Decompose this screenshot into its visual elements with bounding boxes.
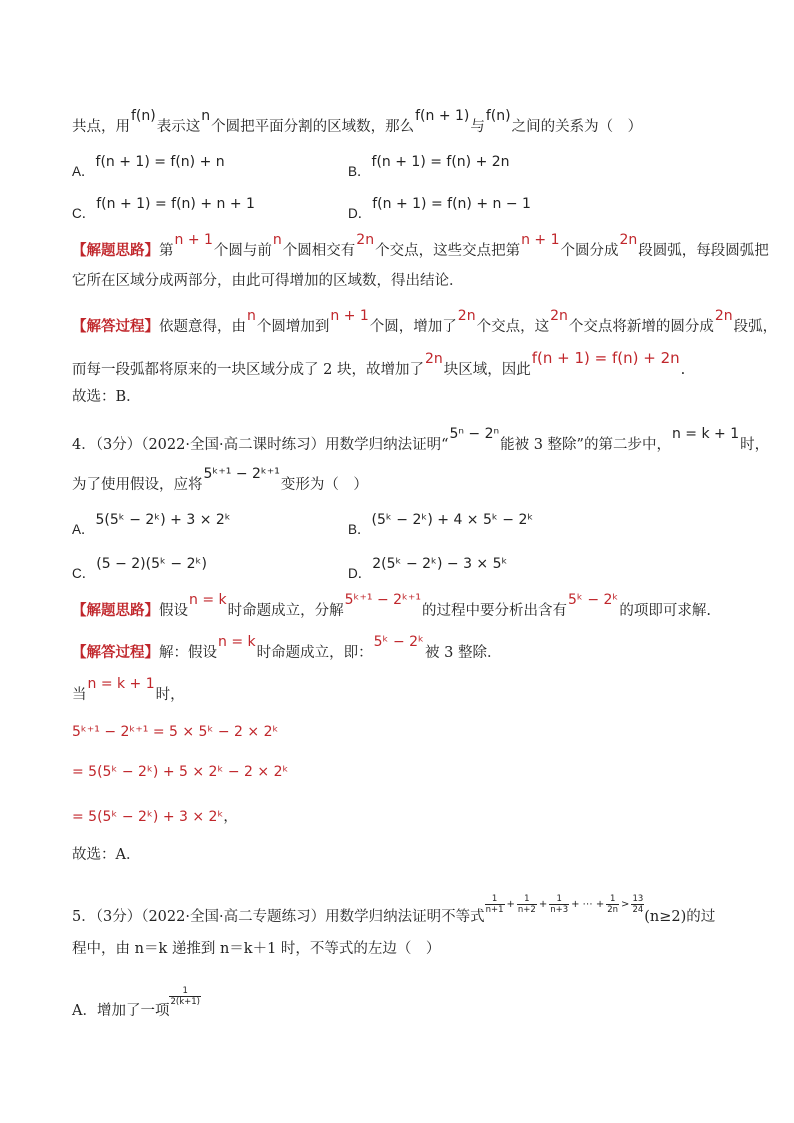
math: 5ᵏ⁺¹ − 2ᵏ⁺¹ [344,592,421,608]
text: 个圆分成 [560,243,619,259]
math: n = k [189,592,227,608]
math: n + 1 [174,232,213,248]
math: n [272,232,282,248]
step-end: ， [223,809,238,825]
q4-answer: 故选：A． [72,847,141,863]
plus: + [506,899,515,910]
choice-label: B． [348,522,371,537]
math: 2n [424,351,443,367]
math: n = k + 1 [87,676,155,692]
text: 被 3 整除． [425,645,502,661]
choice-label: A． [72,522,95,537]
math: 5ᵏ⁺¹ − 2ᵏ⁺¹ [203,466,280,482]
math: 2n [714,308,733,324]
q4-stem-line1 [72,426,770,456]
fraction [606,894,619,915]
q4-stem-line2 [72,466,734,496]
text: 个圆把平面分割的区域数，那么 [211,119,415,135]
text: 表示这 [156,119,201,135]
math: n + 1 [521,232,560,248]
q3-answer: 故选：B． [72,389,141,405]
q4-step-1: 5ᵏ⁺¹ − 2ᵏ⁺¹ = 5 × 5ᵏ − 2 × 2ᵏ [72,724,279,740]
q5-inequality [485,893,645,915]
q4-thinking [72,592,734,622]
q3-choice-a [72,150,226,179]
text: 为了使用假设，应将 [72,477,203,493]
choice-label: B． [348,164,371,179]
numerator: 1 [517,894,537,905]
denominator: n+3 [550,904,569,915]
q3-choice-c [72,192,256,221]
choice-label: A．增加了一项 [72,1003,170,1019]
numerator: 13 [632,893,644,904]
text: 个圆相交有 [282,243,356,259]
text: 个圆与前 [213,243,272,259]
math-fn: f(n) [485,108,511,124]
denominator: 2n [607,904,619,915]
numerator: 1 [606,894,619,905]
choice-expr: f(n + 1) = f(n) + n + 1 [96,196,255,212]
choice-label: D． [348,566,372,581]
fraction [517,894,537,915]
text: 共点，用 [72,119,130,135]
q3-thinking-line2: 它所在区域分成两部分，由此可得增加的区域数，得出结论． [72,273,464,289]
text: 依题意得，由 [159,319,246,335]
math: 2n [356,232,375,248]
math-n: n [201,108,211,124]
math-fn: f(n) [131,108,156,124]
q3-process-line2 [72,349,734,381]
q4-choice-c [72,552,208,581]
math-fn1: f(n + 1) [415,108,470,124]
choice-label: D． [348,206,372,221]
choice-expr: 2(5ᵏ − 2ᵏ) − 3 × 5ᵏ [372,556,508,572]
text: 时， [155,687,185,703]
text: 时命题成立，分解 [227,603,344,619]
choice-expr: (5 − 2)(5ᵏ − 2ᵏ) [96,556,207,572]
fraction [169,986,201,1007]
process-tag: 【解答过程】 [72,644,159,661]
q4-choice-d [348,552,509,581]
choice-expr: f(n + 1) = f(n) + 2n [371,154,510,170]
choice-label: C． [72,566,96,581]
q4-process [72,634,734,664]
text: 假设 [159,603,188,619]
math: n [247,308,256,324]
numerator: 1 [169,986,201,997]
math: 2n [457,308,476,324]
process-tag: 【解答过程】 [72,318,159,335]
math: 2n [550,308,568,324]
q4-choice-b [348,508,534,537]
q4-choice-a [72,508,232,537]
text: (n≥2)的过 [644,909,716,925]
q3-choice-d [348,192,532,221]
greater-than: > [621,899,630,910]
ellipsis: + ⋯ + [571,899,605,910]
choice-expr: f(n + 1) = f(n) + n − 1 [372,196,531,212]
text: 解：假设 [159,645,217,661]
fraction [549,894,569,915]
math: n = k [218,634,256,650]
text: 的项即可求解. [619,603,711,619]
text: 变形为（ ） [280,477,368,493]
thinking-tag: 【解题思路】 [72,602,159,619]
q3-choice-b [348,150,511,179]
text: 段圆弧，每段圆弧把 [638,243,769,259]
text: . [680,362,686,378]
text: 4．（3分）（2022·全国·高二课时练习）用数学归纳法证明“ [72,437,449,453]
math: 5ᵏ − 2ᵏ [568,592,619,608]
text: 个圆增加到 [256,319,330,335]
text: 个交点，这 [476,319,550,335]
text: 段弧， [733,319,778,335]
choice-expr: 5(5ᵏ − 2ᵏ) + 3 × 2ᵏ [95,512,231,528]
text: 块区域，因此 [443,362,531,378]
fraction [485,894,505,915]
denominator: 24 [632,904,644,915]
text: 个交点，这些交点把第 [375,243,521,259]
fraction [631,894,644,915]
choice-expr: f(n + 1) = f(n) + n [95,154,225,170]
plus: + [538,899,548,910]
math: n + 1 [330,308,369,324]
text: 当 [72,687,87,703]
text: 的过程中要分析出含有 [422,603,567,619]
text: 与 [470,119,485,135]
denominator: 2(k+1) [170,996,200,1007]
q4-step-3 [72,806,237,826]
q3-process-line1 [72,308,778,338]
math: n = k + 1 [671,426,740,442]
choice-label: C． [72,206,96,221]
q4-step-2: = 5(5ᵏ − 2ᵏ) + 5 × 2ᵏ − 2 × 2ᵏ [72,764,289,780]
q4-when [72,676,734,706]
numerator: 1 [549,894,569,905]
text: 第 [159,243,174,259]
math: f(n + 1) = f(n) + 2n [531,349,680,367]
denominator: n+2 [517,904,536,915]
thinking-tag: 【解题思路】 [72,242,159,259]
text: 之间的关系为（ ） [511,119,643,135]
q3-thinking-line1 [72,232,769,262]
q5-stem-line2: 程中，由 n＝k 递推到 n＝k＋1 时，不等式的左边（ ） [72,941,441,957]
text: 个交点将新增的圆分成 [568,319,714,335]
q5-stem-line1 [72,893,734,930]
text: 5．（3分）（2022·全国·高二专题练习）用数学归纳法证明不等式 [72,909,485,925]
q3-stem-line [72,108,734,138]
choice-label: A． [72,164,95,179]
step-expr: = 5(5ᵏ − 2ᵏ) + 3 × 2ᵏ [72,809,224,825]
choice-expr: (5ᵏ − 2ᵏ) + 4 × 5ᵏ − 2ᵏ [371,512,534,528]
math: 5ᵏ − 2ᵏ [373,634,424,650]
q5-choice-a [72,985,734,1024]
text: 时命题成立，即： [256,645,373,661]
numerator: 1 [485,894,505,905]
text: 而每一段弧都将原来的一块区域分成了 2 块，故增加了 [72,362,424,378]
math: 2n [619,232,638,248]
text: 能被 3 整除”的第二步中， [500,437,671,453]
denominator: n+1 [485,904,504,915]
fraction-wrap [169,985,201,1007]
text: 个圆，增加了 [369,319,457,335]
math: 5ⁿ − 2ⁿ [449,426,500,442]
text: 时， [740,437,770,453]
